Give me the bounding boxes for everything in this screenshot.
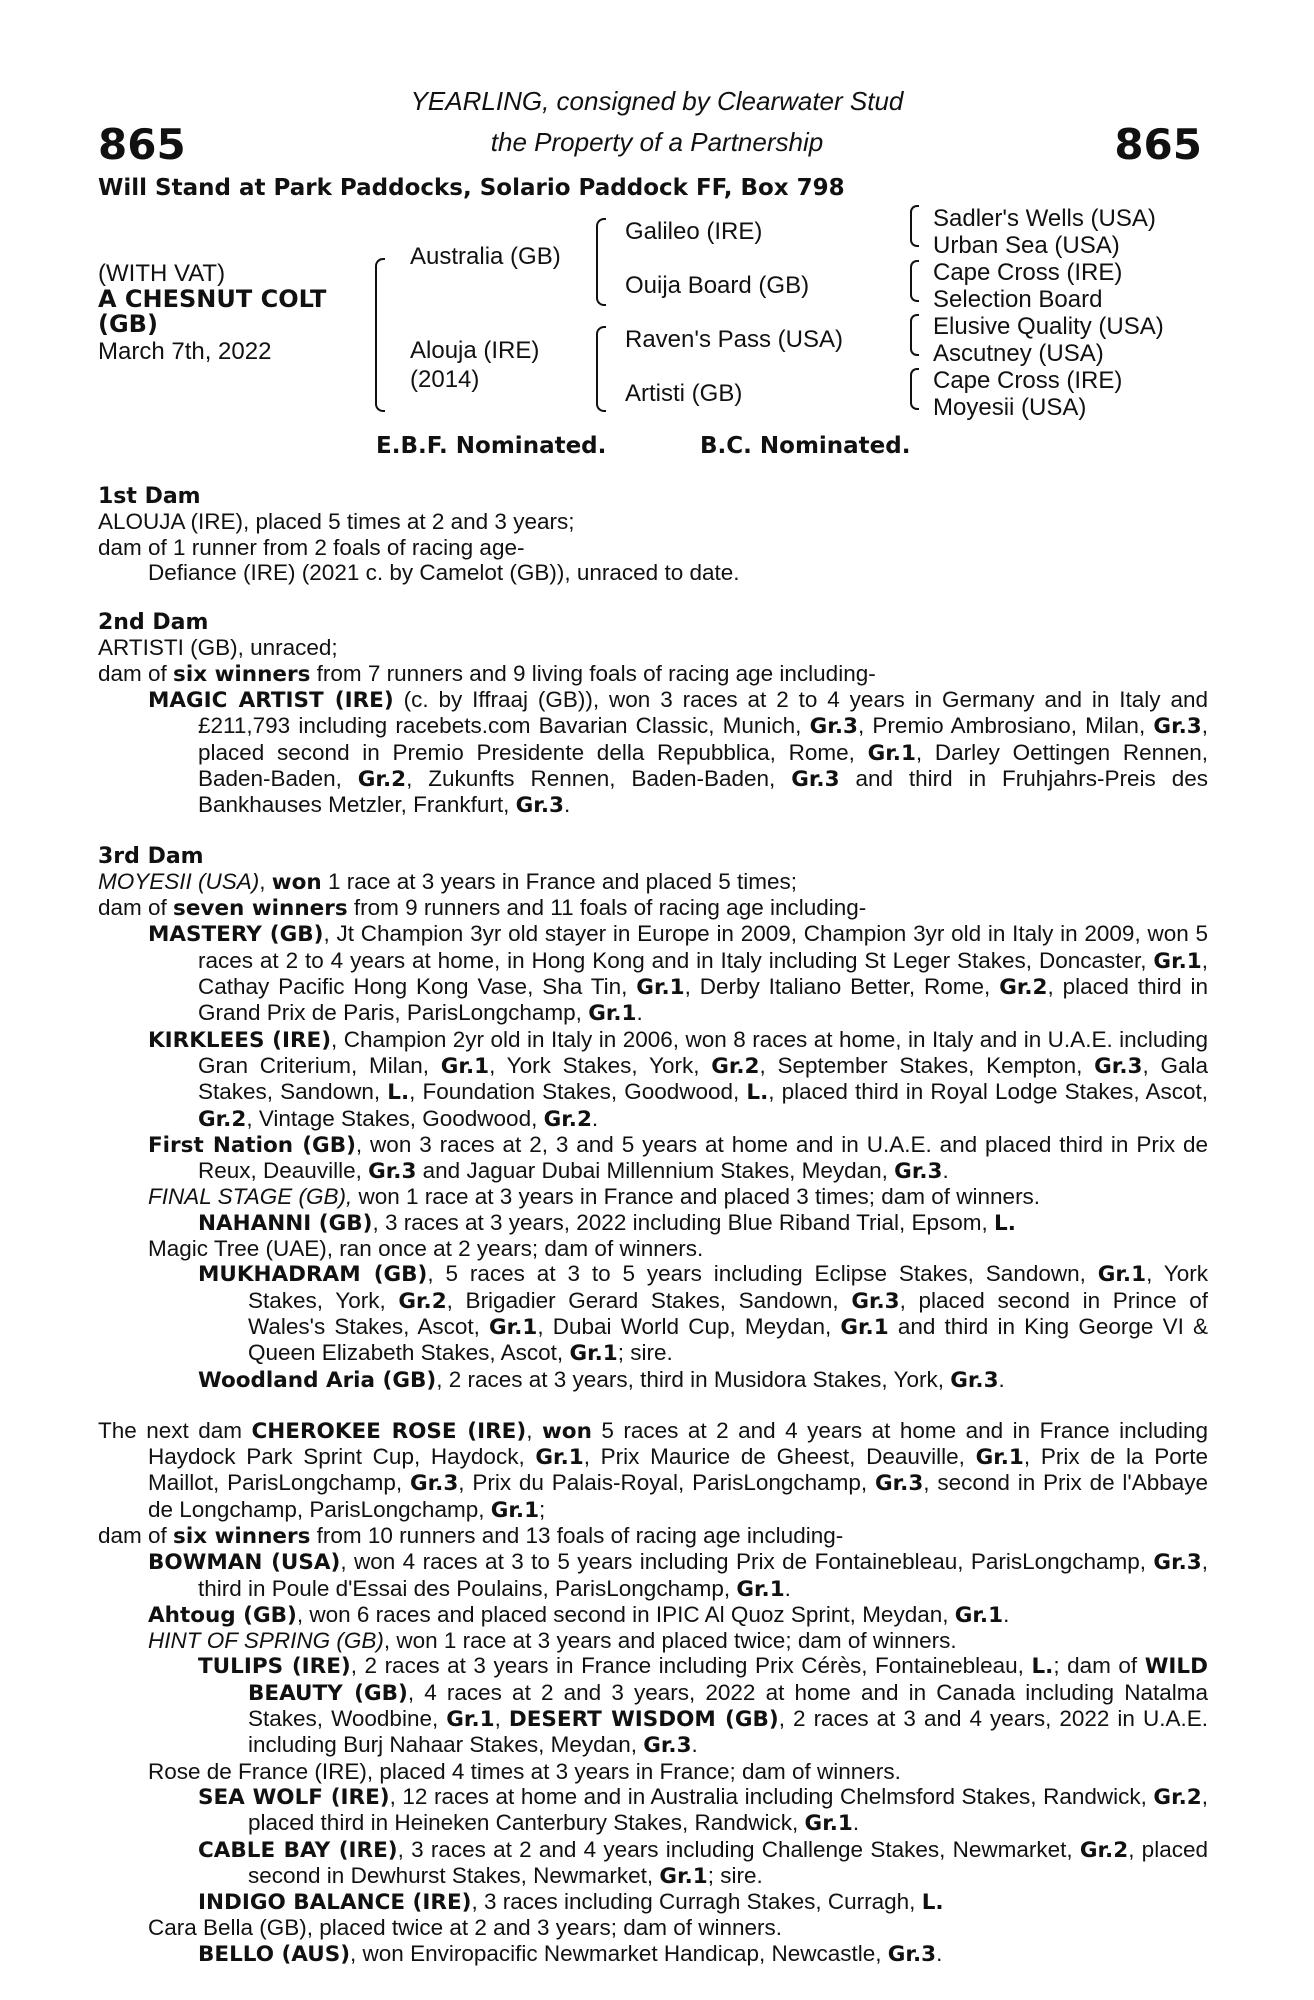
second-dam-produce: dam of six winners from 7 runners and 9 living foals of racing age including- [98,660,876,687]
produce-entry: First Nation (GB), won 3 races at 2, 3 and 5 years at home and in U.A.E. and placed third in Prix de Reux, Deauville, Gr.3 and Jaguar Dubai Millennium Stakes, Meydan, Gr.3. [148,1131,1208,1185]
lot-number-right: 865 [1114,120,1202,169]
produce-entry: BELLO (AUS), won Enviropacific Newmarket Handicap, Newcastle, Gr.3. [198,1940,943,1967]
grandsire-7: Cape Cross (IRE) [933,367,1123,394]
sire-dam: Ouija Board (GB) [625,272,810,299]
dam: Alouja (IRE) [410,337,540,364]
ebf-nomination: E.B.F. Nominated. [376,433,607,459]
grandsire-3: Cape Cross (IRE) [933,259,1123,286]
produce-entry: INDIGO BALANCE (IRE), 3 races including Curragh Stakes, Curragh, L. [198,1889,944,1916]
horse-name: A CHESNUT COLT [98,285,327,313]
foaling-date: March 7th, 2022 [98,338,272,365]
lot-number-left: 865 [98,120,186,169]
second-dam-text: ARTISTI (GB), unraced; [98,635,338,661]
grandsire-8: Moyesii (USA) [933,394,1087,421]
consignor-line: YEARLING, consigned by Clearwater Stud [410,86,904,116]
produce-entry: Rose de France (IRE), placed 4 times at 3 years in France; dam of winners. [148,1758,901,1784]
property-line: the Property of a Partnership [490,127,824,157]
produce-entry: Magic Tree (UAE), ran once at 2 years; dam of winners. [148,1236,704,1262]
next-dam-produce: dam of six winners from 10 runners and 13 foals of racing age including- [98,1522,844,1549]
g-brace-2 [910,260,919,302]
horse-name-country: (GB) [98,310,158,338]
first-dam-produce: dam of 1 runner from 2 foals of racing age- [98,534,525,560]
sire-brace [596,218,606,306]
grandsire-4: Selection Board [933,286,1103,313]
produce-entry: MUKHADRAM (GB), 5 races at 3 to 5 years including Eclipse Stakes, Sandown, Gr.1, York Stakes, York, Gr.2, Brigadier Gerard Stakes, Sandown, Gr.3, placed second in Prince of Wales's Stakes, Ascot, Gr.1, Dubai World Cup, Meydan, Gr.1 and third in King George VI & Queen Elizabeth Stakes, Ascot, Gr.1; sire. [198,1261,1208,1367]
first-dam-text: ALOUJA (IRE), placed 5 times at 2 and 3 years; [98,509,575,535]
produce-entry: CABLE BAY (IRE), 3 races at 2 and 4 years including Challenge Stakes, Newmarket, Gr.2, placed second in Dewhurst Stakes, Newmarket, Gr.1; sire. [198,1836,1208,1889]
produce-entry: HINT OF SPRING (GB), won 1 race at 3 years and placed twice; dam of winners. [148,1628,957,1654]
produce-entry: BOWMAN (USA), won 4 races at 3 to 5 years including Prix de Fontainebleau, ParisLongchamp, Gr.3, third in Poule d'Essai des Poulains, ParisLongchamp, Gr.1. [148,1549,1208,1602]
first-dam-heading: 1st Dam [98,484,201,509]
dam-brace [596,326,606,412]
dam-sire: Raven's Pass (USA) [625,326,843,353]
g-brace-3 [910,314,919,356]
grandsire-5: Elusive Quality (USA) [933,313,1164,340]
bc-nomination: B.C. Nominated. [700,433,911,459]
third-dam-heading: 3rd Dam [98,843,204,869]
produce-entry: SEA WOLF (IRE), 12 races at home and in Australia including Chelmsford Stakes, Randwick, Gr.2, placed third in Heineken Canterbury Stakes, Randwick, Gr.1. [198,1783,1208,1837]
g-brace-4 [910,368,919,410]
third-dam-text: MOYESII (USA), won 1 race at 3 years in France and placed 5 times; [98,868,797,895]
dam-year: (2014) [410,366,480,393]
produce-entry: KIRKLEES (IRE), Champion 2yr old in Italy in 2006, won 8 races at home, in Italy and in U.A.E. including Gran Criterium, Milan, Gr.1, York Stakes, York, Gr.2, September Stakes, Kempton, Gr.3, Gala Stakes, Sandown, L., Foundation Stakes, Goodwood, L., placed third in Royal Lodge Stakes, Ascot, Gr.2, Vintage Stakes, Goodwood, Gr.2. [148,1026,1208,1132]
third-dam-produce: dam of seven winners from 9 runners and 11 foals of racing age including- [98,895,867,922]
produce-entry: TULIPS (IRE), 2 races at 3 years in France including Prix Cérès, Fontainebleau, L.; dam of WILD BEAUTY (GB), 4 races at 2 and 3 years, 2022 at home and in Canada including Natalma Stakes, Woodbine, Gr.1, DESERT WISDOM (GB), 2 races at 3 and 4 years, 2022 in U.A.E. including Burj Nahaar Stakes, Meydan, Gr.3. [198,1653,1208,1759]
produce-entry: Defiance (IRE) (2021 c. by Camelot (GB)), unraced to date. [148,559,740,585]
pedigree-brace [375,258,385,412]
produce-entry: NAHANNI (GB), 3 races at 3 years, 2022 including Blue Riband Trial, Epsom, L. [198,1209,1016,1236]
catalogue-body [98,484,1208,1967]
sire: Australia (GB) [410,243,561,270]
produce-entry: FINAL STAGE (GB), won 1 race at 3 years in France and placed 3 times; dam of winners. [148,1184,1041,1210]
produce-entry: Cara Bella (GB), placed twice at 2 and 3 years; dam of winners. [148,1915,783,1941]
vat-label: (WITH VAT) [98,260,226,287]
next-dam-text: The next dam CHEROKEE ROSE (IRE), won 5 races at 2 and 4 years at home and in France including Haydock Park Sprint Cup, Haydock, Gr.1, Prix Maurice de Gheest, Deauville, Gr.1, Prix de la Porte Maillot, ParisLongchamp, Gr.3, Prix du Palais-Royal, ParisLongchamp, Gr.3, second in Prix de l'Abbaye de Longchamp, ParisLongchamp, Gr.1; [98,1417,1209,1523]
grandsire-6: Ascutney (USA) [933,340,1104,367]
grandsire-1: Sadler's Wells (USA) [933,205,1156,232]
stand-location: Will Stand at Park Paddocks, Solario Paddock FF, Box 798 [98,175,845,201]
sire-sire: Galileo (IRE) [625,218,763,245]
produce-entry: MAGIC ARTIST (IRE) (c. by Iffraaj (GB)), won 3 races at 2 to 4 years in Germany and in Italy and £211,793 including racebets.com Bavarian Classic, Munich, Gr.3, Premio Ambrosiano, Milan, Gr.3, placed second in Premio Presidente della Repubblica, Rome, Gr.1, Darley Oettingen Rennen, Baden-Baden, Gr.2, Zukunfts Rennen, Baden-Baden, Gr.3 and third in Fruhjahrs-Preis des Bankhauses Metzler, Frankfurt, Gr.3. [148,687,1208,819]
produce-entry: Ahtoug (GB), won 6 races and placed second in IPIC Al Quoz Sprint, Meydan, Gr.1. [148,1601,1010,1628]
g-brace-1 [910,205,919,247]
dam-dam: Artisti (GB) [625,380,743,407]
grandsire-2: Urban Sea (USA) [933,232,1120,259]
produce-entry: Woodland Aria (GB), 2 races at 3 years, third in Musidora Stakes, York, Gr.3. [198,1366,1005,1393]
produce-entry: MASTERY (GB), Jt Champion 3yr old stayer in Europe in 2009, Champion 3yr old in Italy in 2009, won 5 races at 2 to 4 years at home, in Hong Kong and in Italy including St Leger Stakes, Doncaster, Gr.1, Cathay Pacific Hong Kong Vase, Sha Tin, Gr.1, Derby Italiano Better, Rome, Gr.2, placed third in Grand Prix de Paris, ParisLongchamp, Gr.1. [148,921,1209,1027]
second-dam-heading: 2nd Dam [98,610,209,636]
